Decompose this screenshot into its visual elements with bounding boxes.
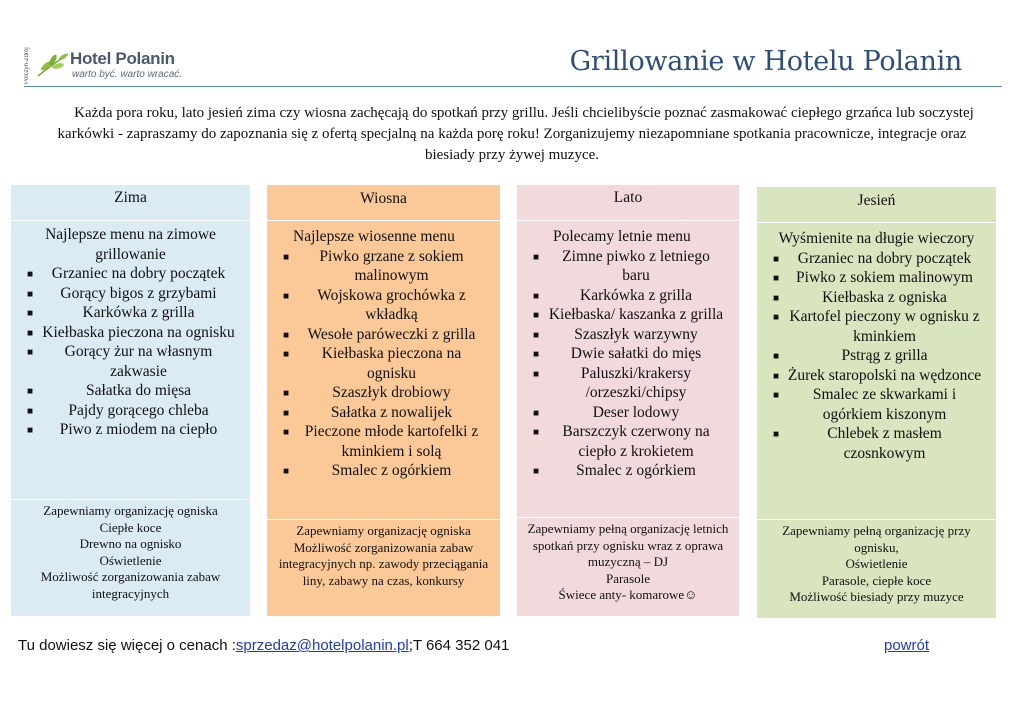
season-menu xyxy=(11,221,250,500)
extra-line: Parasole xyxy=(605,570,651,586)
bullet-icon: ■ xyxy=(773,292,780,304)
season-extras xyxy=(757,520,996,609)
extra-line: Możliwość zorganizowania zabaw integracyjnych np. zawody przeciągania liny, zabawy na czas, konkursy xyxy=(278,539,489,588)
menu-item: ■ Zimne piwko z letniego baru xyxy=(533,247,710,284)
menu-item: ■ Karkówka z grilla xyxy=(19,303,242,323)
menu-item: ■ Deser lodowy xyxy=(525,403,731,423)
menu-item: ■ Gorący żur na własnym zakwasie xyxy=(27,343,213,380)
bullet-icon: ■ xyxy=(283,427,290,438)
menu-item: ■ Dwie sałatki do mięs xyxy=(525,344,731,364)
season-title: Lato xyxy=(517,185,739,221)
bullet-icon: ■ xyxy=(533,310,540,321)
menu-item: ■ Kartofel pieczony w ognisku z kminkiem xyxy=(773,308,980,345)
extra-line: Parasole, ciepłe koce xyxy=(821,572,932,588)
bullet-icon: ■ xyxy=(283,349,290,360)
menu-list xyxy=(765,249,988,464)
hotel-logo xyxy=(24,46,183,86)
bullet-icon: ■ xyxy=(773,370,780,382)
bullet-icon: ■ xyxy=(533,251,540,263)
menu-list xyxy=(275,247,492,481)
menu-item: ■ Smalec ze skwarkami i ogórkiem kiszonym xyxy=(773,386,957,423)
season-title: Zima xyxy=(11,185,250,221)
footer-contact xyxy=(18,637,509,654)
bullet-icon: ■ xyxy=(283,329,290,341)
bullet-icon: ■ xyxy=(773,253,780,265)
logo-brand-name: Hotel Polanin xyxy=(70,49,175,68)
menu-heading: Wyśmienite na długie wieczory xyxy=(778,230,975,247)
menu-item: ■ Chlebek z masłem czosnkowym xyxy=(773,425,942,462)
menu-item: ■ Pieczone młode kartofelki z kminkiem i solą xyxy=(283,423,479,460)
menu-item: ■ Kiełbaska/ kaszanka z grilla xyxy=(525,305,731,325)
bullet-icon: ■ xyxy=(27,308,34,319)
page-title: Grillowanie w Hotelu Polanin xyxy=(569,46,962,77)
season-extras xyxy=(517,518,739,607)
menu-item: ■ Paluszki/krakersy /orzeszki/chipsy xyxy=(533,364,692,401)
menu-item: ■ Smalec z ogórkiem xyxy=(275,461,492,481)
season-title: Wiosna xyxy=(267,185,500,221)
bullet-icon: ■ xyxy=(773,429,780,440)
season-title: Jesień xyxy=(757,187,996,223)
season-extras xyxy=(267,520,500,592)
extra-line: Ciepłe koce xyxy=(99,519,162,535)
title-divider xyxy=(24,86,1002,87)
bullet-icon: ■ xyxy=(773,312,780,323)
bullet-icon: ■ xyxy=(283,251,290,263)
menu-item: ■ Pajdy gorącego chleba xyxy=(19,401,242,421)
menu-item: ■ Grzaniec na dobry początek xyxy=(765,249,988,269)
menu-item: ■ Szaszłyk drobiowy xyxy=(275,383,492,403)
bullet-icon: ■ xyxy=(533,349,540,360)
menu-item: ■ Pstrąg z grilla xyxy=(765,346,988,366)
footer-phone: ;T 664 352 041 xyxy=(408,637,510,654)
intro-paragraph: Każda pora roku, lato jesień zima czy wiosna zachęcają do spotkań przy grillu. Jeśli chcielibyście poznać zasmakować ciepłego grzańca lub soczystej karkówki - zapraszamy do zapoznania się z ofertą specjalną na każda porę roku! Zorganizujemy niezapomniane spotkania pracownicze, integracje oraz biesiady przy żywej muzyce. xyxy=(57,105,974,163)
bullet-icon: ■ xyxy=(533,407,540,419)
bullet-icon: ■ xyxy=(27,347,34,358)
menu-item: ■ Sałatka z nowalijek xyxy=(275,403,492,423)
menu-list xyxy=(19,264,242,440)
logo-location-text: Polczyn-Zdrój xyxy=(24,47,30,85)
menu-item: ■ Gorący bigos z grzybami xyxy=(19,284,242,304)
menu-item: ■ Karkówka z grilla xyxy=(525,286,731,306)
extra-line: Drewno na ognisko xyxy=(79,536,182,551)
menu-item: ■ Kiełbaska pieczona na ognisku xyxy=(19,323,242,343)
footer-text: Tu dowiesz się więcej o cenach : xyxy=(18,637,236,654)
bullet-icon: ■ xyxy=(533,466,540,477)
menu-heading: Najlepsze wiosenne menu xyxy=(293,228,455,245)
season-menu xyxy=(267,221,500,520)
menu-heading: Najlepsze menu na zimowe grillowanie xyxy=(45,226,216,263)
menu-item: ■ Szaszłyk warzywny xyxy=(525,325,731,345)
bullet-icon: ■ xyxy=(283,466,290,477)
season-column-lato xyxy=(517,185,739,616)
menu-heading: Polecamy letnie menu xyxy=(553,228,691,245)
bullet-icon: ■ xyxy=(27,425,34,436)
season-extras xyxy=(11,500,250,605)
bullet-icon: ■ xyxy=(533,368,540,380)
menu-item: ■ Żurek staropolski na wędzonce xyxy=(765,366,988,386)
menu-item: ■ Smalec z ogórkiem xyxy=(525,461,731,481)
extra-line: Zapewniamy pełną organizację przy ognisku, xyxy=(782,523,971,555)
menu-item: ■ Wesołe paróweczki z grilla xyxy=(275,325,492,345)
bullet-icon: ■ xyxy=(27,288,34,300)
menu-item: ■ Wojskowa grochówka z wkładką xyxy=(283,286,466,323)
season-menu xyxy=(517,221,739,518)
season-column-zima xyxy=(11,185,250,616)
extra-line: Zapewniamy pełną organizację letnich spotkań przy ognisku wraz z oprawa muzyczną – DJ xyxy=(527,521,729,569)
bullet-icon: ■ xyxy=(773,273,780,284)
extra-line: Możliwość zorganizowania zabaw integracyjnych xyxy=(40,569,221,601)
back-link[interactable]: powrót xyxy=(884,637,930,654)
season-menu xyxy=(757,223,996,520)
menu-item: ■ Piwo z miodem na ciepło xyxy=(19,420,242,440)
season-column-jesien xyxy=(757,187,996,618)
extra-line: Zapewniamy organizację ogniska xyxy=(296,523,471,538)
menu-item: ■ Sałatka do mięsa xyxy=(19,381,242,401)
bullet-icon: ■ xyxy=(533,329,540,341)
email-link[interactable]: sprzedaz@hotelpolanin.pl xyxy=(235,637,409,654)
menu-item: ■ Grzaniec na dobry początek xyxy=(19,264,242,284)
bullet-icon: ■ xyxy=(533,427,540,438)
bullet-icon: ■ xyxy=(27,405,34,417)
extra-line: Oświetlenie xyxy=(99,552,162,568)
bullet-icon: ■ xyxy=(533,290,540,302)
extra-line: Możliwość biesiady przy muzyce xyxy=(789,589,964,604)
bullet-icon: ■ xyxy=(283,388,290,399)
menu-item: ■ Piwko z sokiem malinowym xyxy=(765,268,988,288)
menu-item: ■ Barszczyk czerwony na ciepło z krokietem xyxy=(533,423,710,460)
bullet-icon: ■ xyxy=(27,386,34,397)
olive-branch-icon xyxy=(36,50,70,80)
bullet-icon: ■ xyxy=(27,327,34,339)
bullet-icon: ■ xyxy=(773,351,780,362)
season-column-wiosna xyxy=(267,185,500,616)
extra-line: Świece anty- komarowe☺ xyxy=(558,587,698,602)
extra-line: Zapewniamy organizację ogniska xyxy=(43,503,218,518)
menu-item: ■ Kiełbaska pieczona na ognisku xyxy=(283,345,462,382)
logo-tagline: warto być. warto wracać. xyxy=(72,69,183,80)
bullet-icon: ■ xyxy=(283,290,290,302)
menu-list xyxy=(525,247,731,481)
menu-item: ■ Kiełbaska z ogniska xyxy=(765,288,988,308)
menu-item: ■ Piwko grzane z sokiem malinowym xyxy=(283,247,464,284)
bullet-icon: ■ xyxy=(283,407,290,419)
bullet-icon: ■ xyxy=(27,269,34,280)
bullet-icon: ■ xyxy=(773,390,780,401)
extra-line: Oświetlenie xyxy=(845,556,908,571)
